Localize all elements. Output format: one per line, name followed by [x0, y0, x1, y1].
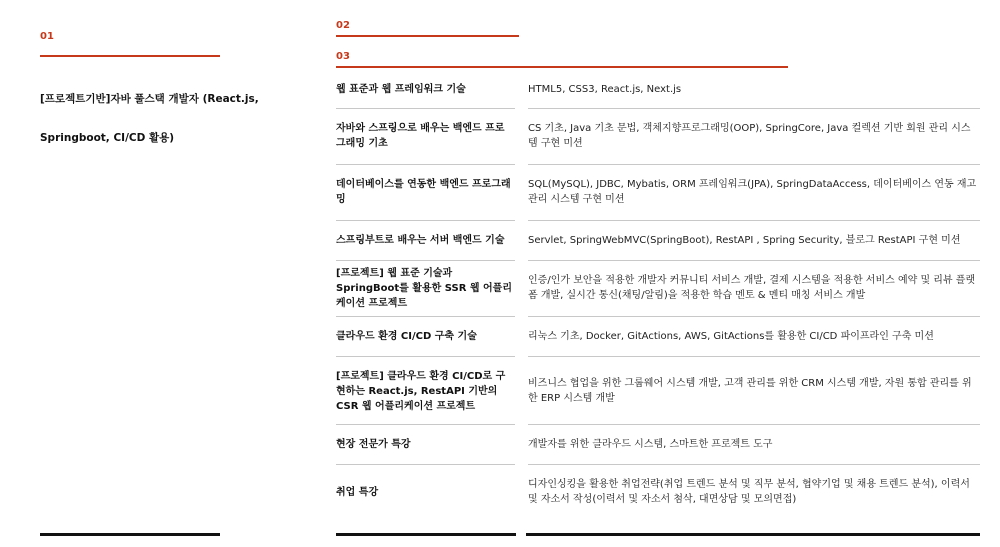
section-number-01: 01 [40, 31, 54, 42]
row-divider [336, 356, 515, 357]
description-cell: 개발자를 위한 클라우드 시스템, 스마트한 프로젝트 도구 [528, 438, 773, 450]
curriculum-row [336, 110, 980, 162]
course-title: [프로젝트기반]자바 풀스택 개발자 (React.js, Springboot, CI/CD 활용) [40, 93, 259, 144]
subject-cell: [프로젝트] 웹 표준 기술과 SpringBoot를 활용한 SSR 웹 어플리케이션 프로젝트 [336, 267, 513, 309]
curriculum-row [336, 318, 980, 354]
row-divider [336, 220, 515, 221]
subject-cell: 스프링부트로 배우는 서버 백엔드 기술 [336, 234, 505, 246]
description-cell: 리눅스 기초, Docker, GitActions, AWS, GitActions를 활용한 CI/CD 파이프라인 구축 미션 [528, 330, 934, 342]
curriculum-row [336, 166, 980, 218]
row-divider [528, 464, 980, 465]
row-divider [528, 220, 980, 221]
row-divider [336, 108, 515, 109]
section-number-03: 03 [336, 51, 350, 62]
subject-cell: 웹 표준과 웹 프레임워크 기술 [336, 84, 466, 95]
description-cell: Servlet, SpringWebMVC(SpringBoot), RestAPI , Spring Security, 블로그 RestAPI 구현 미션 [528, 234, 961, 246]
curriculum-row [336, 73, 980, 106]
section-number-02: 02 [336, 20, 350, 31]
bottom-rule-left [40, 533, 220, 536]
row-divider [528, 108, 980, 109]
row-divider [528, 260, 980, 261]
subject-cell: 취업 특강 [336, 486, 379, 498]
description-cell: CS 기초, Java 기초 문법, 객체지향프로그래밍(OOP), SpringCore, Java 컬렉션 기반 회원 관리 시스템 구현 미션 [528, 123, 971, 149]
section-01-rule [40, 55, 220, 57]
bottom-rule-subject [336, 533, 516, 536]
row-divider [336, 464, 515, 465]
row-divider [336, 164, 515, 165]
row-divider [528, 316, 980, 317]
curriculum-row [336, 358, 980, 424]
description-cell: 디자인싱킹을 활용한 취업전략(취업 트렌드 분석 및 직무 분석, 협약기업 및 채용 트렌드 분석), 이력서 및 자소서 작성(이력서 및 자소서 첨삭, 대면상담 및 모의면접) [528, 479, 970, 505]
section-03-rule [336, 66, 788, 68]
section-02-rule [336, 35, 519, 37]
description-cell: SQL(MySQL), JDBC, Mybatis, ORM 프레임워크(JPA), SpringDataAccess, 데이터베이스 연동 재고 관리 시스템 구현 미션 [528, 179, 977, 205]
curriculum-row [336, 222, 980, 258]
description-cell: HTML5, CSS3, React.js, Next.js [528, 84, 682, 95]
description-cell: 인증/인가 보안을 적용한 개발자 커뮤니티 서비스 개발, 결제 시스템을 적용한 서비스 예약 및 리뷰 플랫폼 개발, 실시간 통신(채팅/알림)을 적용한 학습 멘토 & 멘티 매칭 서비스 개발 [528, 275, 976, 301]
bottom-rule-description [526, 533, 980, 536]
row-divider [336, 260, 515, 261]
curriculum-row [336, 426, 980, 462]
row-divider [336, 316, 515, 317]
subject-cell: 현장 전문가 특강 [336, 438, 411, 450]
row-divider [528, 164, 980, 165]
subject-cell: 클라우드 환경 CI/CD 구축 기술 [336, 330, 477, 342]
curriculum-row [336, 262, 980, 314]
subject-cell: [프로젝트] 클라우드 환경 CI/CD로 구현하는 React.js, RestAPI 기반의 CSR 웹 어플리케이션 프로젝트 [336, 370, 506, 412]
row-divider [528, 424, 980, 425]
description-cell: 비즈니스 협업을 위한 그룹웨어 시스템 개발, 고객 관리를 위한 CRM 시스템 개발, 자원 통합 관리를 위한 ERP 시스템 개발 [528, 378, 972, 404]
subject-cell: 자바와 스프링으로 배우는 백엔드 프로그래밍 기초 [336, 123, 505, 149]
row-divider [336, 424, 515, 425]
curriculum-row [336, 466, 980, 518]
row-divider [528, 356, 980, 357]
subject-cell: 데이터베이스를 연동한 백엔드 프로그래밍 [336, 179, 511, 205]
